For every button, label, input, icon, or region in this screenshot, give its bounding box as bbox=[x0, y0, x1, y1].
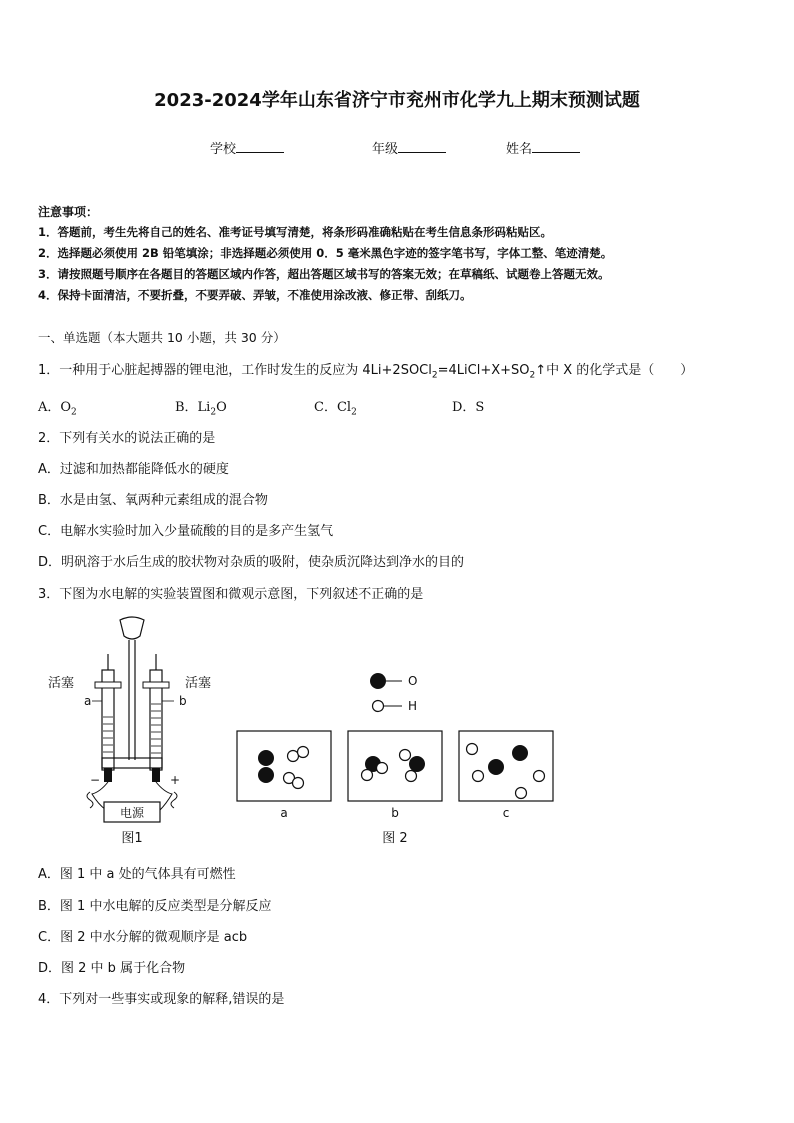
q2-option-c: C．电解水实验时加入少量硫酸的目的是多产生氢气 bbox=[38, 524, 334, 539]
notice-item: 1．答题前，考生先将自己的姓名、准考证号填写清楚，将条形码准确粘贴在考生信息条形码粘贴区。 bbox=[38, 225, 552, 239]
q1-option-d: D．S bbox=[452, 400, 485, 415]
box-b bbox=[348, 731, 442, 801]
plus-sign: + bbox=[170, 773, 181, 787]
grade-field bbox=[372, 138, 446, 157]
q1-stem-part: ↑中 X 的化学式是（ ） bbox=[535, 363, 694, 378]
oxygen-atom-legend bbox=[370, 673, 386, 689]
school-label: 学校 bbox=[210, 142, 237, 157]
figure-1-electrolysis-apparatus bbox=[40, 612, 230, 852]
power-label: 电源 bbox=[119, 806, 145, 820]
q2-option-a: A．过滤和加热都能降低水的硬度 bbox=[38, 462, 229, 477]
q1-stem-part: =4LiCl+X+SO bbox=[437, 363, 530, 378]
notice-item: 3．请按照题号顺序在各题目的答题区域内作答，超出答题区域书写的答案无效；在草稿纸、试题卷上答题无效。 bbox=[38, 267, 610, 281]
reservoir-bulb bbox=[120, 617, 144, 639]
figure-2-caption: 图 2 bbox=[382, 831, 408, 846]
box-a-label: a bbox=[280, 806, 288, 820]
q3-option-a: A．图 1 中 a 处的气体具有可燃性 bbox=[38, 867, 236, 882]
q3-option-d: D．图 2 中 b 属于化合物 bbox=[38, 961, 186, 976]
legend-h-label: H bbox=[408, 699, 418, 713]
section-title: 一、单选题（本大题共 10 小题，共 30 分） bbox=[38, 330, 286, 345]
figure-2-micro-diagram bbox=[230, 664, 560, 849]
name-label: 姓名 bbox=[506, 142, 533, 157]
box-c bbox=[459, 731, 553, 801]
q1-subscript: 2 bbox=[529, 370, 536, 381]
label-b: b bbox=[179, 694, 187, 708]
question-1-stem bbox=[38, 359, 693, 381]
name-blank bbox=[532, 140, 580, 153]
notice-item: 2．选择题必须使用 2B 铅笔填涂；非选择题必须使用 0．5 毫米黑色字迹的签字笔书写，字体工整、笔迹清楚。 bbox=[38, 246, 613, 260]
connector-tube bbox=[102, 758, 162, 768]
page-title: 2023-2024学年山东省济宁市兖州市化学九上期末预测试题 bbox=[154, 90, 640, 111]
school-field bbox=[210, 138, 284, 157]
question-2-stem: 2．下列有关水的说法正确的是 bbox=[38, 431, 216, 446]
label-a: a bbox=[84, 694, 92, 708]
valve-left-label: 活塞 bbox=[48, 676, 75, 691]
box-b-label: b bbox=[391, 806, 399, 820]
q3-option-b: B．图 1 中水电解的反应类型是分解反应 bbox=[38, 899, 272, 914]
grade-blank bbox=[398, 140, 446, 153]
q1-subscript: 2 bbox=[431, 370, 438, 381]
q1-option-a: A．$O_2$ bbox=[38, 400, 77, 418]
valve-right-label: 活塞 bbox=[185, 676, 212, 691]
notice-item: 4．保持卡面清洁，不要折叠，不要弄破、弄皱，不准使用涂改液、修正带、刮纸刀。 bbox=[38, 288, 472, 302]
hydrogen-atom-legend bbox=[373, 701, 384, 712]
cathode-electrode bbox=[104, 768, 112, 782]
legend-o-label: O bbox=[408, 674, 418, 688]
minus-sign: − bbox=[90, 773, 101, 787]
box-a bbox=[237, 731, 331, 801]
left-stopcock bbox=[95, 682, 121, 688]
q2-option-b: B．水是由氢、氧两种元素组成的混合物 bbox=[38, 493, 268, 508]
grade-label: 年级 bbox=[372, 142, 399, 157]
school-blank bbox=[236, 140, 284, 153]
box-c-label: c bbox=[502, 806, 510, 820]
q1-stem-part: 1．一种用于心脏起搏器的锂电池，工作时发生的反应为 4Li+2SOCl bbox=[38, 363, 432, 378]
figure-1-caption: 图1 bbox=[121, 831, 143, 846]
question-3-stem: 3．下图为水电解的实验装置图和微观示意图，下列叙述不正确的是 bbox=[38, 587, 424, 602]
q2-option-d: D．明矾溶于水后生成的胶状物对杂质的吸附，使杂质沉降达到净水的目的 bbox=[38, 555, 465, 570]
q1-option-c: C．$Cl_2$ bbox=[314, 400, 357, 418]
anode-electrode bbox=[152, 768, 160, 782]
notice-heading: 注意事项： bbox=[38, 205, 99, 219]
q1-option-b: B．$Li_2O$ bbox=[175, 400, 227, 418]
right-stopcock bbox=[143, 682, 169, 688]
q3-option-c: C．图 2 中水分解的微观顺序是 acb bbox=[38, 930, 248, 945]
question-4-stem: 4．下列对一些事实或现象的解释,错误的是 bbox=[38, 992, 285, 1007]
name-field bbox=[506, 138, 580, 157]
